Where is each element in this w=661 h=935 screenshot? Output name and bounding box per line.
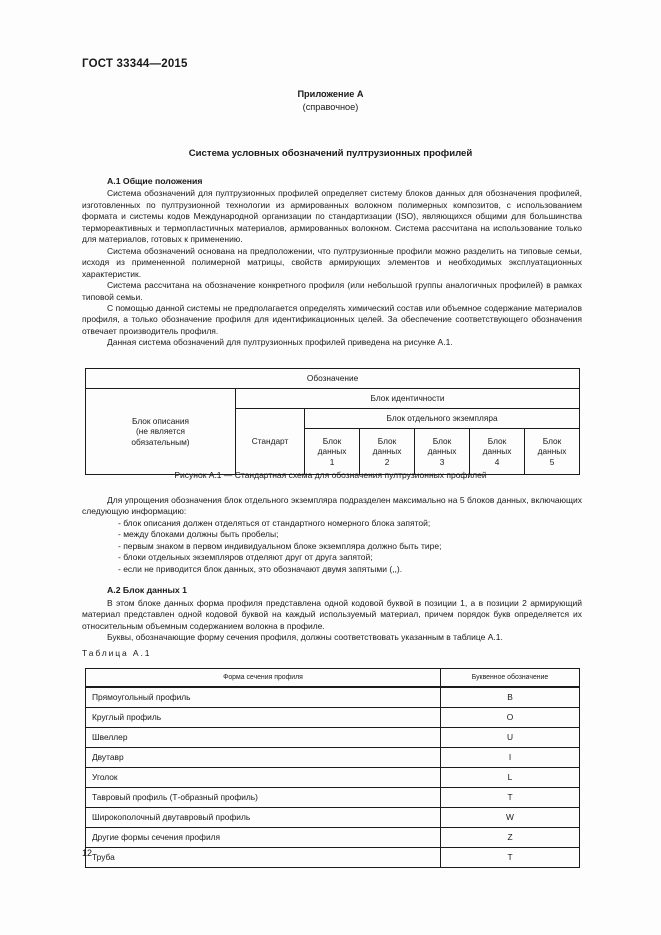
cell-data-block-1 <box>305 429 360 475</box>
data-block-label: Блок <box>542 435 562 446</box>
data-block-index: 4 <box>494 456 500 467</box>
section-a2-body <box>82 495 582 643</box>
figure-caption: Рисунок А.1 — Стандартная схема для обозначения пултрузионных профилей <box>174 470 487 480</box>
data-block-label: Блок <box>377 435 397 446</box>
cell-code: U <box>441 728 580 748</box>
cell-standard: Стандарт <box>236 409 305 475</box>
table-a1 <box>85 668 579 868</box>
paragraph: Система рассчитана на обозначение конкретного профиля (или небольшой группы аналогичных профилей) в рамках типовой семьи. <box>82 280 582 302</box>
table-a1-label: Таблица А.1 <box>82 648 152 658</box>
data-block-index: 3 <box>439 456 445 467</box>
cell-shape: Другие формы сечения профиля <box>86 828 441 848</box>
description-line-2: (не является <box>136 426 185 437</box>
standard-header: ГОСТ 33344—2015 <box>82 58 188 70</box>
page-number: 12 <box>82 848 93 858</box>
description-line-1: Блок описания <box>131 415 190 426</box>
table-row <box>86 748 580 768</box>
appendix-block <box>82 88 579 114</box>
paragraph: С помощью данной системы не предполагается определять химический состав или объемное содержание материалов профиля, а только обозначение профиля для идентификационных целей. За обеспечение соответствующего обозначения отвечает производитель профиля. <box>82 302 582 336</box>
cell-description-block <box>86 389 236 475</box>
table-row <box>86 687 580 708</box>
profile-shape-table <box>85 668 580 868</box>
heading-a2: А.2 Блок данных 1 <box>107 585 187 596</box>
appendix-title: Приложение А <box>297 89 364 99</box>
paragraph: Для упрощения обозначения блок отдельного экземпляра подразделен максимально на 5 блоков данных, включающих следующую информацию: <box>82 495 582 517</box>
list-item: - между блоками должны быть пробелы; <box>118 529 279 540</box>
list-item: - если не приводится блок данных, это обозначают двумя запятыми (,,). <box>118 563 403 574</box>
cell-code: T <box>441 848 580 868</box>
appendix-subtitle: (справочное) <box>302 102 359 112</box>
cell-code: O <box>441 708 580 728</box>
data-block-label: данных <box>372 446 402 457</box>
table-row <box>86 389 580 409</box>
cell-code: L <box>441 768 580 788</box>
cell-shape: Двутавр <box>86 748 441 768</box>
paragraph: Система обозначений для пултрузионных профилей определяет систему блоков данных для обозначения профилей, изготовленных по пултрузионной технологии из армированных волокном полимерных композитов, с использованием формата и системы кодов Международной организации по стандартизации (ISO), являющихся общими для большинства термореактивных и термопластичных материалов, армированных волокном. Система рассчитана на использование только для материалов, готовых к применению. <box>82 188 582 245</box>
data-block-label: данных <box>482 446 512 457</box>
page-sheet <box>82 0 582 935</box>
data-block-label: данных <box>317 446 347 457</box>
cell-shape: Круглый профиль <box>86 708 441 728</box>
figure-a1 <box>85 368 579 475</box>
cell-shape: Широкополочный двутавровый профиль <box>86 808 441 828</box>
cell-shape: Прямоугольный профиль <box>86 687 441 708</box>
list-item: - блоки отдельных экземпляров отделяют друг от друга запятой; <box>118 552 373 563</box>
cell-code: T <box>441 788 580 808</box>
cell-code: I <box>441 748 580 768</box>
paragraph: Данная система обозначений для пултрузионных профилей приведена на рисунке А.1. <box>107 337 453 348</box>
table-row <box>86 788 580 808</box>
table-row <box>86 808 580 828</box>
list-item: - первым знаком в первом индивидуальном блоке экземпляра должно быть тире; <box>118 540 442 551</box>
table-row <box>86 848 580 868</box>
data-block-label: Блок <box>432 435 452 446</box>
table-row <box>86 708 580 728</box>
data-block-label: данных <box>427 446 457 457</box>
cell-code: W <box>441 808 580 828</box>
table-row <box>86 828 580 848</box>
page-title: Система условных обозначений пултрузионных профилей <box>188 148 473 159</box>
section-a1-body <box>82 176 582 349</box>
data-block-index: 5 <box>549 456 555 467</box>
data-block-label: Блок <box>487 435 507 446</box>
data-block-label: данных <box>537 446 567 457</box>
rules-list <box>82 518 582 575</box>
data-block-label: Блок <box>322 435 342 446</box>
table-header-row <box>86 669 580 688</box>
paragraph: Буквы, обозначающие форму сечения профиля, должны соответствовать указанным в таблице А.1. <box>107 631 503 642</box>
cell-data-block-4 <box>470 429 525 475</box>
cell-code: B <box>441 687 580 708</box>
cell-instance-block: Блок отдельного экземпляра <box>305 409 580 429</box>
cell-data-block-3 <box>415 429 470 475</box>
designation-scheme-table <box>85 368 580 475</box>
list-item: - блок описания должен отделяться от стандартного номерного блока запятой; <box>118 517 431 528</box>
cell-shape: Швеллер <box>86 728 441 748</box>
paragraph: В этом блоке данных форма профиля представлена одной кодовой буквой в позиции 1, а в позиции 2 армирующий материал представлен одной кодовой буквой на каждый используемый материал, причем порядок букв определяется их относительным объемным содержанием волокна в профиле. <box>82 597 582 631</box>
cell-designation: Обозначение <box>86 369 580 389</box>
column-header-code: Буквенное обозначение <box>441 669 580 688</box>
column-header-shape: Форма сечения профиля <box>86 669 441 688</box>
table-row <box>86 768 580 788</box>
cell-shape: Тавровый профиль (Т-образный профиль) <box>86 788 441 808</box>
data-block-index: 2 <box>384 456 390 467</box>
table-row <box>86 369 580 389</box>
cell-identity-block: Блок идентичности <box>236 389 580 409</box>
heading-a1: А.1 Общие положения <box>107 176 203 186</box>
description-line-3: обязательным) <box>131 436 190 447</box>
cell-data-block-2 <box>360 429 415 475</box>
cell-shape: Труба <box>86 848 441 868</box>
cell-data-block-5 <box>525 429 580 475</box>
cell-shape: Уголок <box>86 768 441 788</box>
data-block-index: 1 <box>329 456 335 467</box>
table-row <box>86 728 580 748</box>
cell-code: Z <box>441 828 580 848</box>
paragraph: Система обозначений основана на предположении, что пултрузионные профили можно разделить на типовые семьи, исходя из примененной полимерной матрицы, свойств армирующих элементов и необходимых эксплуатационных характеристик. <box>82 245 582 279</box>
